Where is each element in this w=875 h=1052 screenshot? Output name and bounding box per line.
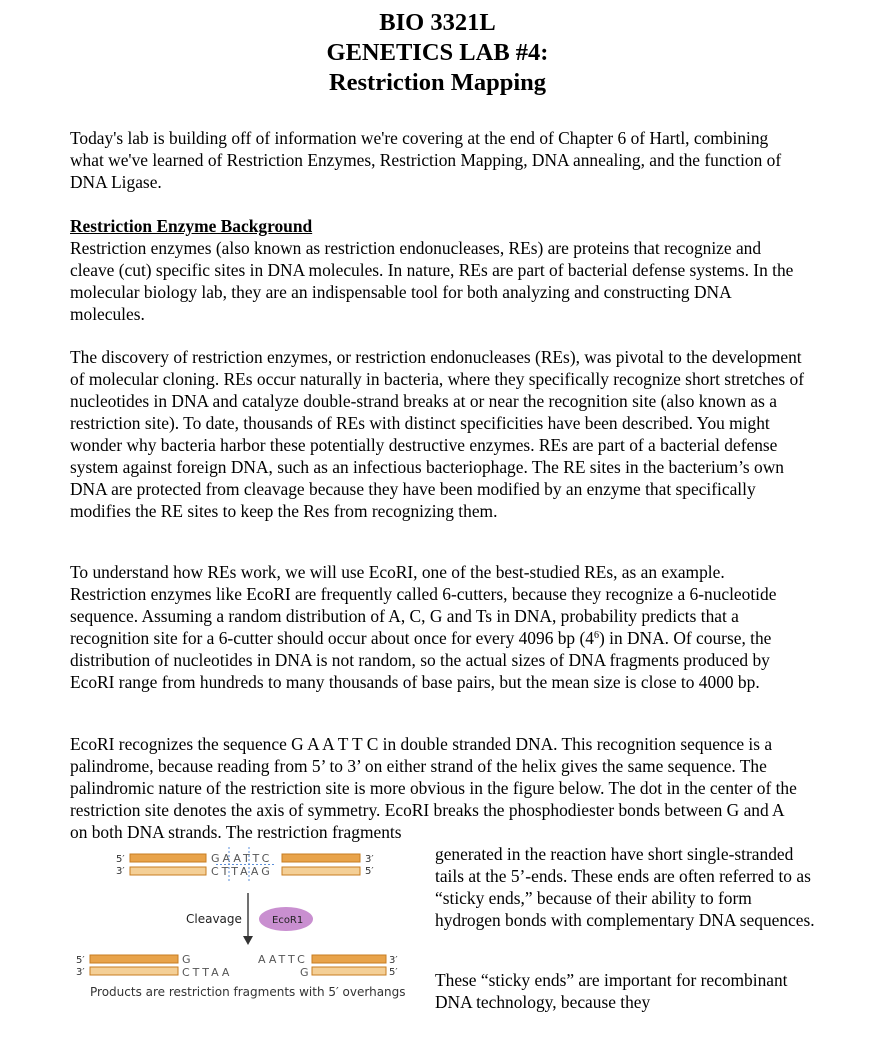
top-strand-right — [282, 854, 360, 862]
three-prime-label-right: 3′ — [365, 854, 374, 865]
product-five-prime: 5′ — [76, 955, 85, 966]
bottom-strand-right — [282, 867, 360, 875]
enzyme-label: EcoR1 — [272, 915, 304, 926]
arrowhead-icon — [243, 936, 253, 945]
product-three-prime-right: 3′ — [389, 955, 398, 966]
bottom-strand-left — [130, 867, 206, 875]
lab-number: GENETICS LAB #4: — [326, 39, 549, 66]
section-heading: Restriction Enzyme Background — [70, 216, 313, 236]
lab-topic: Restriction Mapping — [328, 69, 547, 96]
three-prime-label: 3′ — [116, 866, 125, 877]
paragraph-2: The discovery of restriction enzymes, or restriction endonucleases (REs), was pivotal to the development of molecular cloning. REs occur naturally in bacteria, where they specifically recognize short stretches of nucleotides in DNA and catalyze double-strand breaks at or near the recognition site (also known as a restriction site). To date, thousands of REs with distinct specificities have been described. You might wonder why bacteria harbor these potentially destructive enzymes. REs are part of a bacterial defense system against foreign DNA, such as an infectious bacteriophage. The RE sites in the bacterium’s own DNA are protected from cleavage because they have been modified by an enzyme that specifically modifies the RE sites to keep the Res from recognizing them. — [70, 347, 804, 521]
left-fragment-bottom — [90, 967, 178, 975]
five-prime-label: 5′ — [116, 854, 125, 865]
paragraph-4: EcoRI recognizes the sequence G A A T T C in double stranded DNA. This recognition sequence is a palindrome, because reading from 5’ to 3’ on either strand of the helix gives the same sequence. The palindromic nature of the restriction site is more obvious in the figure below. The dot in the center of the restriction site denotes the axis of symmetry. EcoRI breaks the phosphodiester bonds between G and A on both DNA strands. The restriction fragments — [70, 734, 797, 842]
top-strand-left — [130, 854, 206, 862]
left-fragment-top — [90, 955, 178, 963]
right-fragment-top — [312, 955, 386, 963]
left-fragment-top-seq: G — [182, 953, 191, 966]
course-code: BIO 3321L — [379, 9, 496, 36]
right-fragment-bottom-seq: G — [300, 966, 309, 979]
right-fragment-bottom — [312, 967, 386, 975]
bottom-recognition-seq: CTTAAG — [211, 865, 273, 878]
intro-paragraph: Today's lab is building off of information we're covering at the end of Chapter 6 of Hartl, combining what we've learned of Restriction Enzymes, Restriction Mapping, DNA annealing, and the function of DNA Ligase. — [70, 128, 782, 192]
figure-caption: Products are restriction fragments with 5′ overhangs — [90, 985, 406, 999]
paragraph-3: To understand how REs work, we will use EcoRI, one of the best-studied REs, as an example. Restriction enzymes like EcoRI are frequently called 6-cutters, because they recognize a 6-nucleotide sequence. Assuming a random distribution of A, C, G and Ts in DNA, probability predicts that a recognition site for a 6-cutter should occur about once for every 4096 bp $(4^6)$ in DNA. Of course, the distribution of nucleotides in DNA is not random, so the actual sizes of DNA fragments produced by EcoRI range from hundreds to many thousands of base pairs, but the mean size is close to 4000 bp. — [70, 562, 777, 692]
document-title — [0, 8, 875, 98]
right-fragment-top-seq: AATTC — [258, 953, 308, 966]
five-prime-label-right: 5′ — [365, 866, 374, 877]
paragraph-4-continued: generated in the reaction have short single-stranded tails at the 5’-ends. These ends are often referred to as “sticky ends,” because of their ability to form hydrogen bonds with complementary DNA sequences. — [435, 844, 815, 930]
product-five-prime-right: 5′ — [389, 967, 398, 978]
cleavage-label: Cleavage — [186, 912, 242, 926]
ecori-diagram — [76, 843, 426, 1008]
paragraph-1: Restriction enzymes (also known as restriction endonucleases, REs) are proteins that recognize and cleave (cut) specific sites in DNA molecules. In nature, REs are part of bacterial defense systems. In the molecular biology lab, they are an indispensable tool for both analyzing and constructing DNA molecules. — [70, 238, 794, 324]
left-fragment-bottom-seq: CTTAA — [182, 966, 233, 979]
background-section — [70, 215, 805, 325]
ecori-figure — [76, 843, 426, 1008]
top-recognition-seq: GAATTC — [211, 852, 273, 865]
product-three-prime: 3′ — [76, 967, 85, 978]
paragraph-5: These “sticky ends” are important for recombinant DNA technology, because they — [435, 970, 788, 1012]
